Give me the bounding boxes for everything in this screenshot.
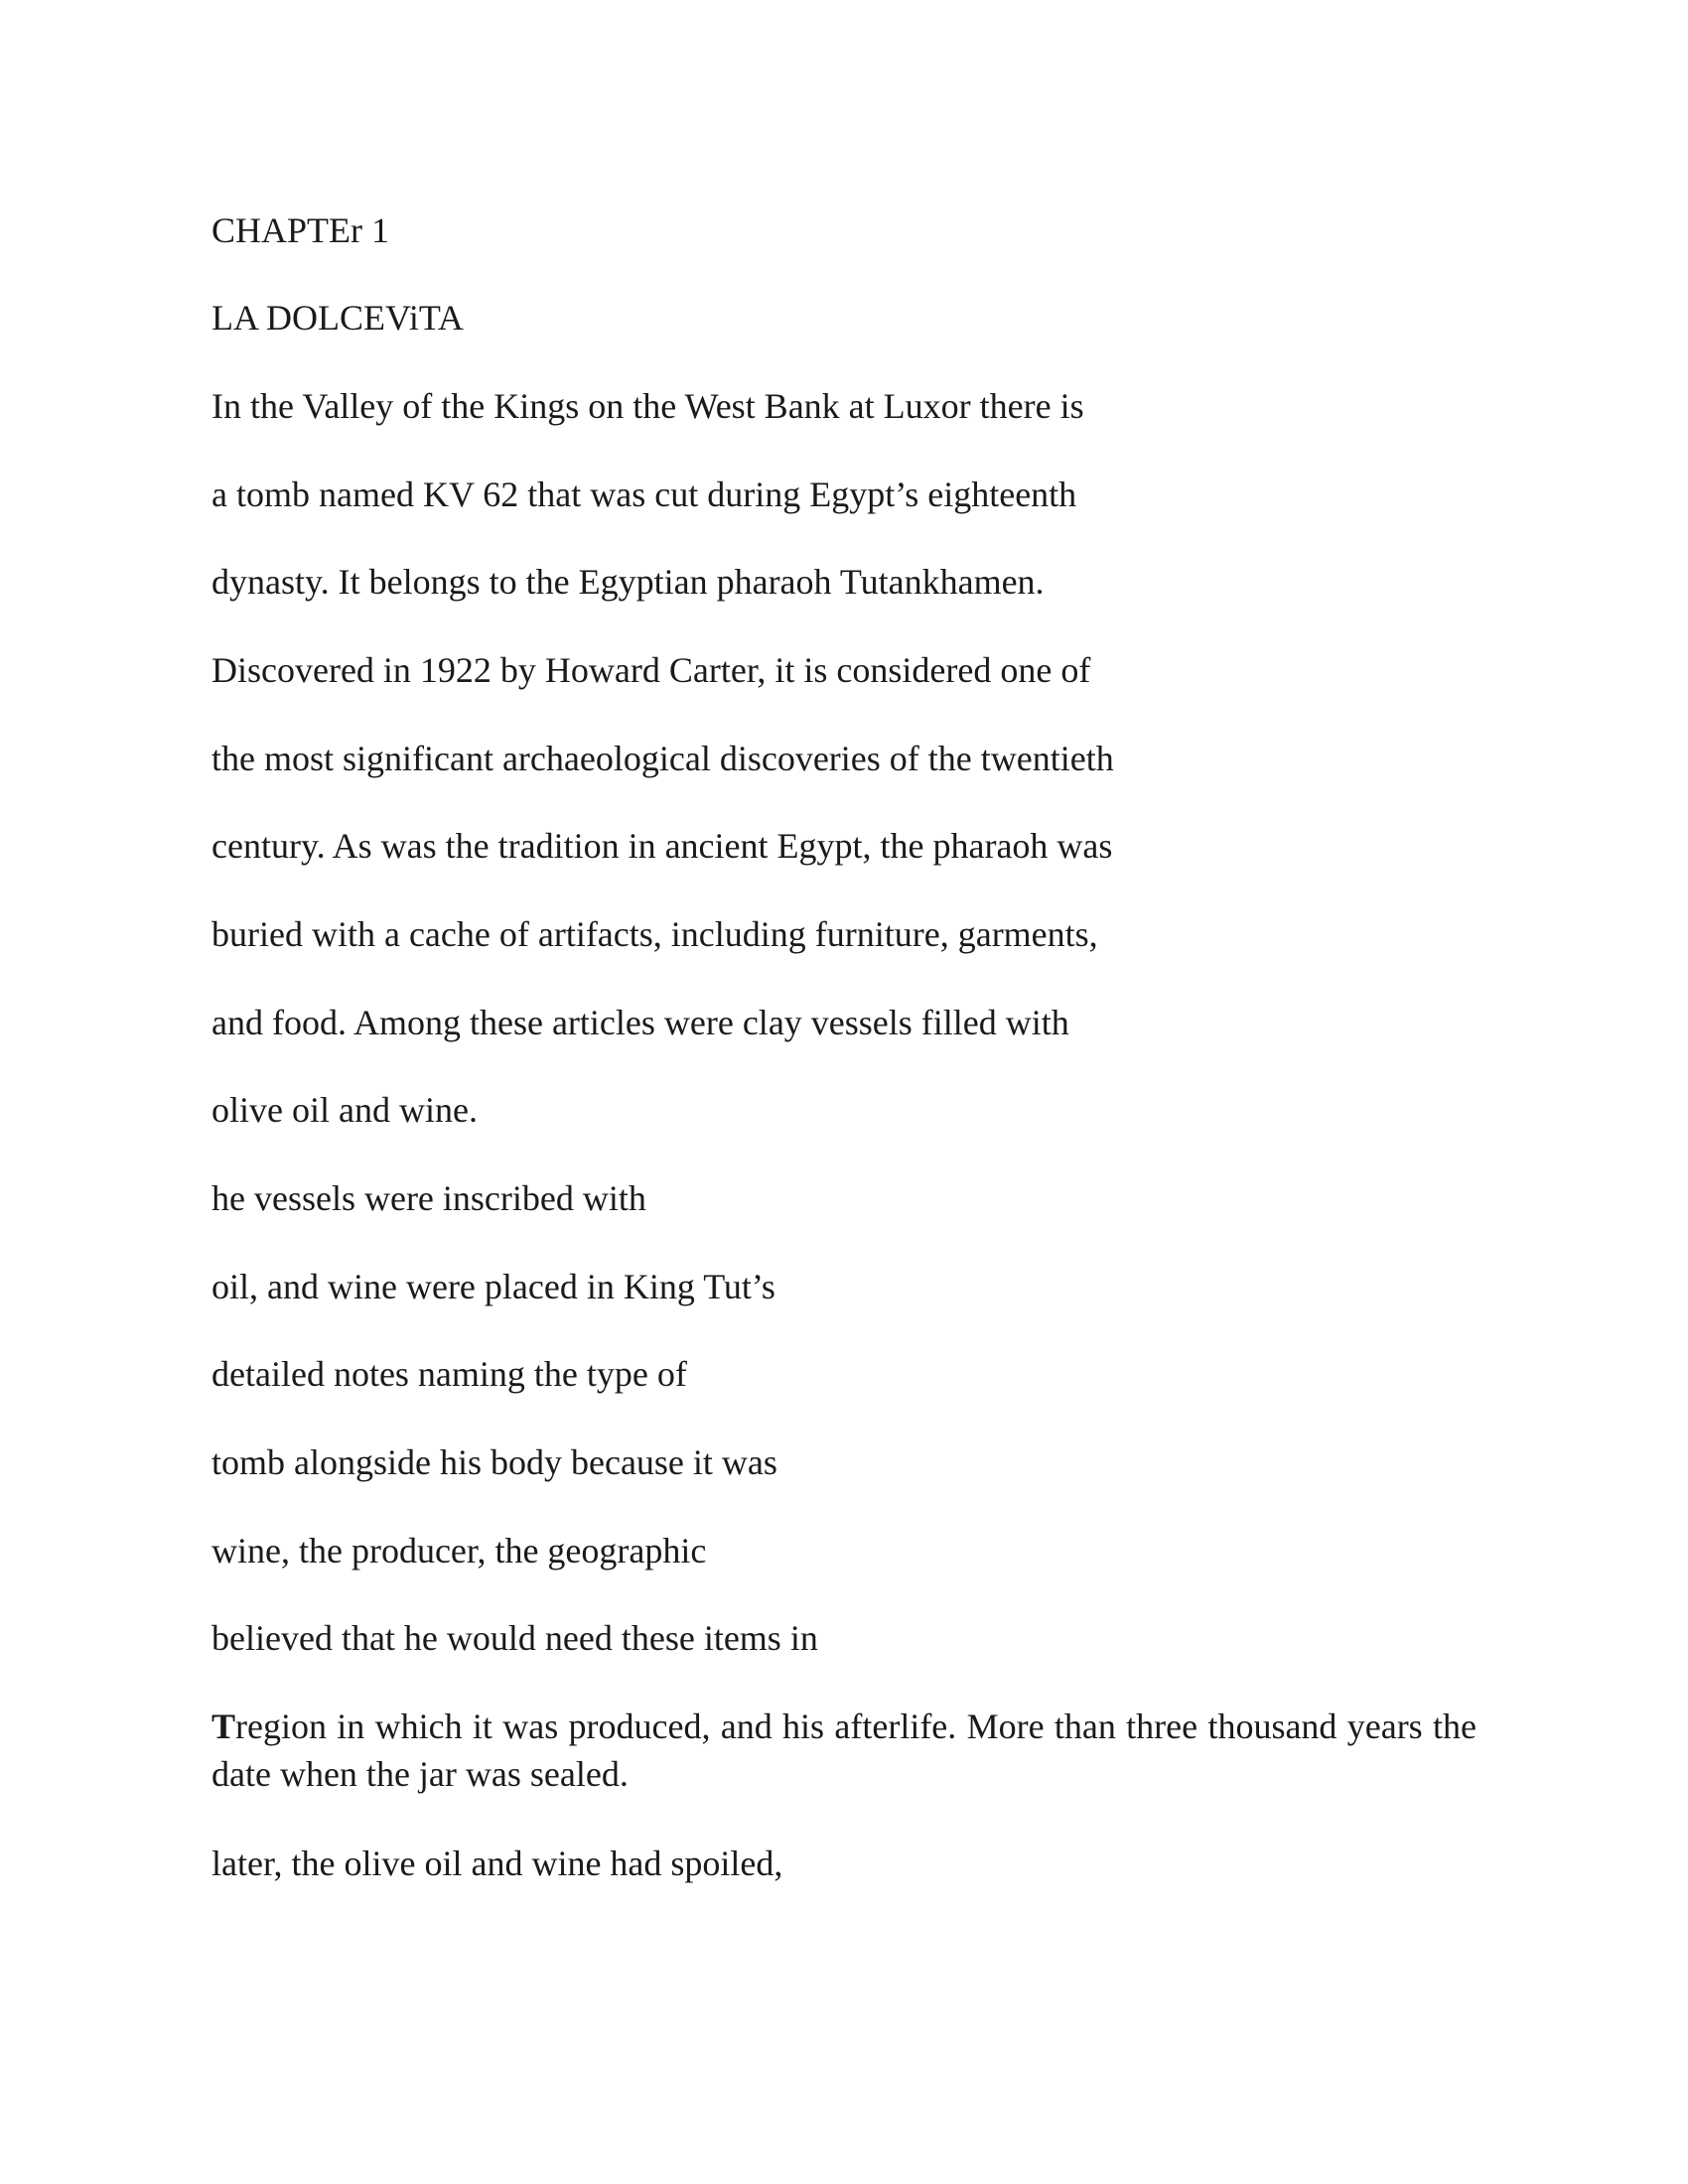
- text-line: the most significant archaeological discoveries of the twentieth: [211, 739, 1114, 778]
- justified-paragraph: [211, 1703, 1477, 1798]
- chapter-title: LA DOLCEViTA: [211, 298, 464, 338]
- text-line: detailed notes naming the type of: [211, 1354, 687, 1394]
- text-line: century. As was the tradition in ancient Egypt, the pharaoh was: [211, 826, 1113, 866]
- text-line: oil, and wine were placed in King Tut’s: [211, 1267, 775, 1306]
- chapter-label: CHAPTEr 1: [211, 210, 389, 250]
- dropcap-letter: T: [211, 1706, 236, 1746]
- text-line: and food. Among these articles were clay vessels filled with: [211, 1003, 1069, 1042]
- justified-text: region in which it was produced, and his afterlife. More than three thousand years the date when the jar was sealed.: [211, 1706, 1477, 1794]
- text-line: a tomb named KV 62 that was cut during Egypt’s eighteenth: [211, 475, 1077, 514]
- text-line: Discovered in 1922 by Howard Carter, it is considered one of: [211, 650, 1091, 690]
- text-line: tomb alongside his body because it was: [211, 1442, 777, 1482]
- text-line: In the Valley of the Kings on the West Bank at Luxor there is: [211, 386, 1084, 426]
- text-line: believed that he would need these items in: [211, 1618, 818, 1658]
- text-line: buried with a cache of artifacts, including furniture, garments,: [211, 914, 1098, 954]
- text-line: dynasty. It belongs to the Egyptian pharaoh Tutankhamen.: [211, 562, 1045, 602]
- text-line: olive oil and wine.: [211, 1090, 478, 1130]
- text-line: he vessels were inscribed with: [211, 1178, 646, 1218]
- text-line: wine, the producer, the geographic: [211, 1531, 707, 1570]
- text-line-last: later, the olive oil and wine had spoiled,: [211, 1843, 783, 1883]
